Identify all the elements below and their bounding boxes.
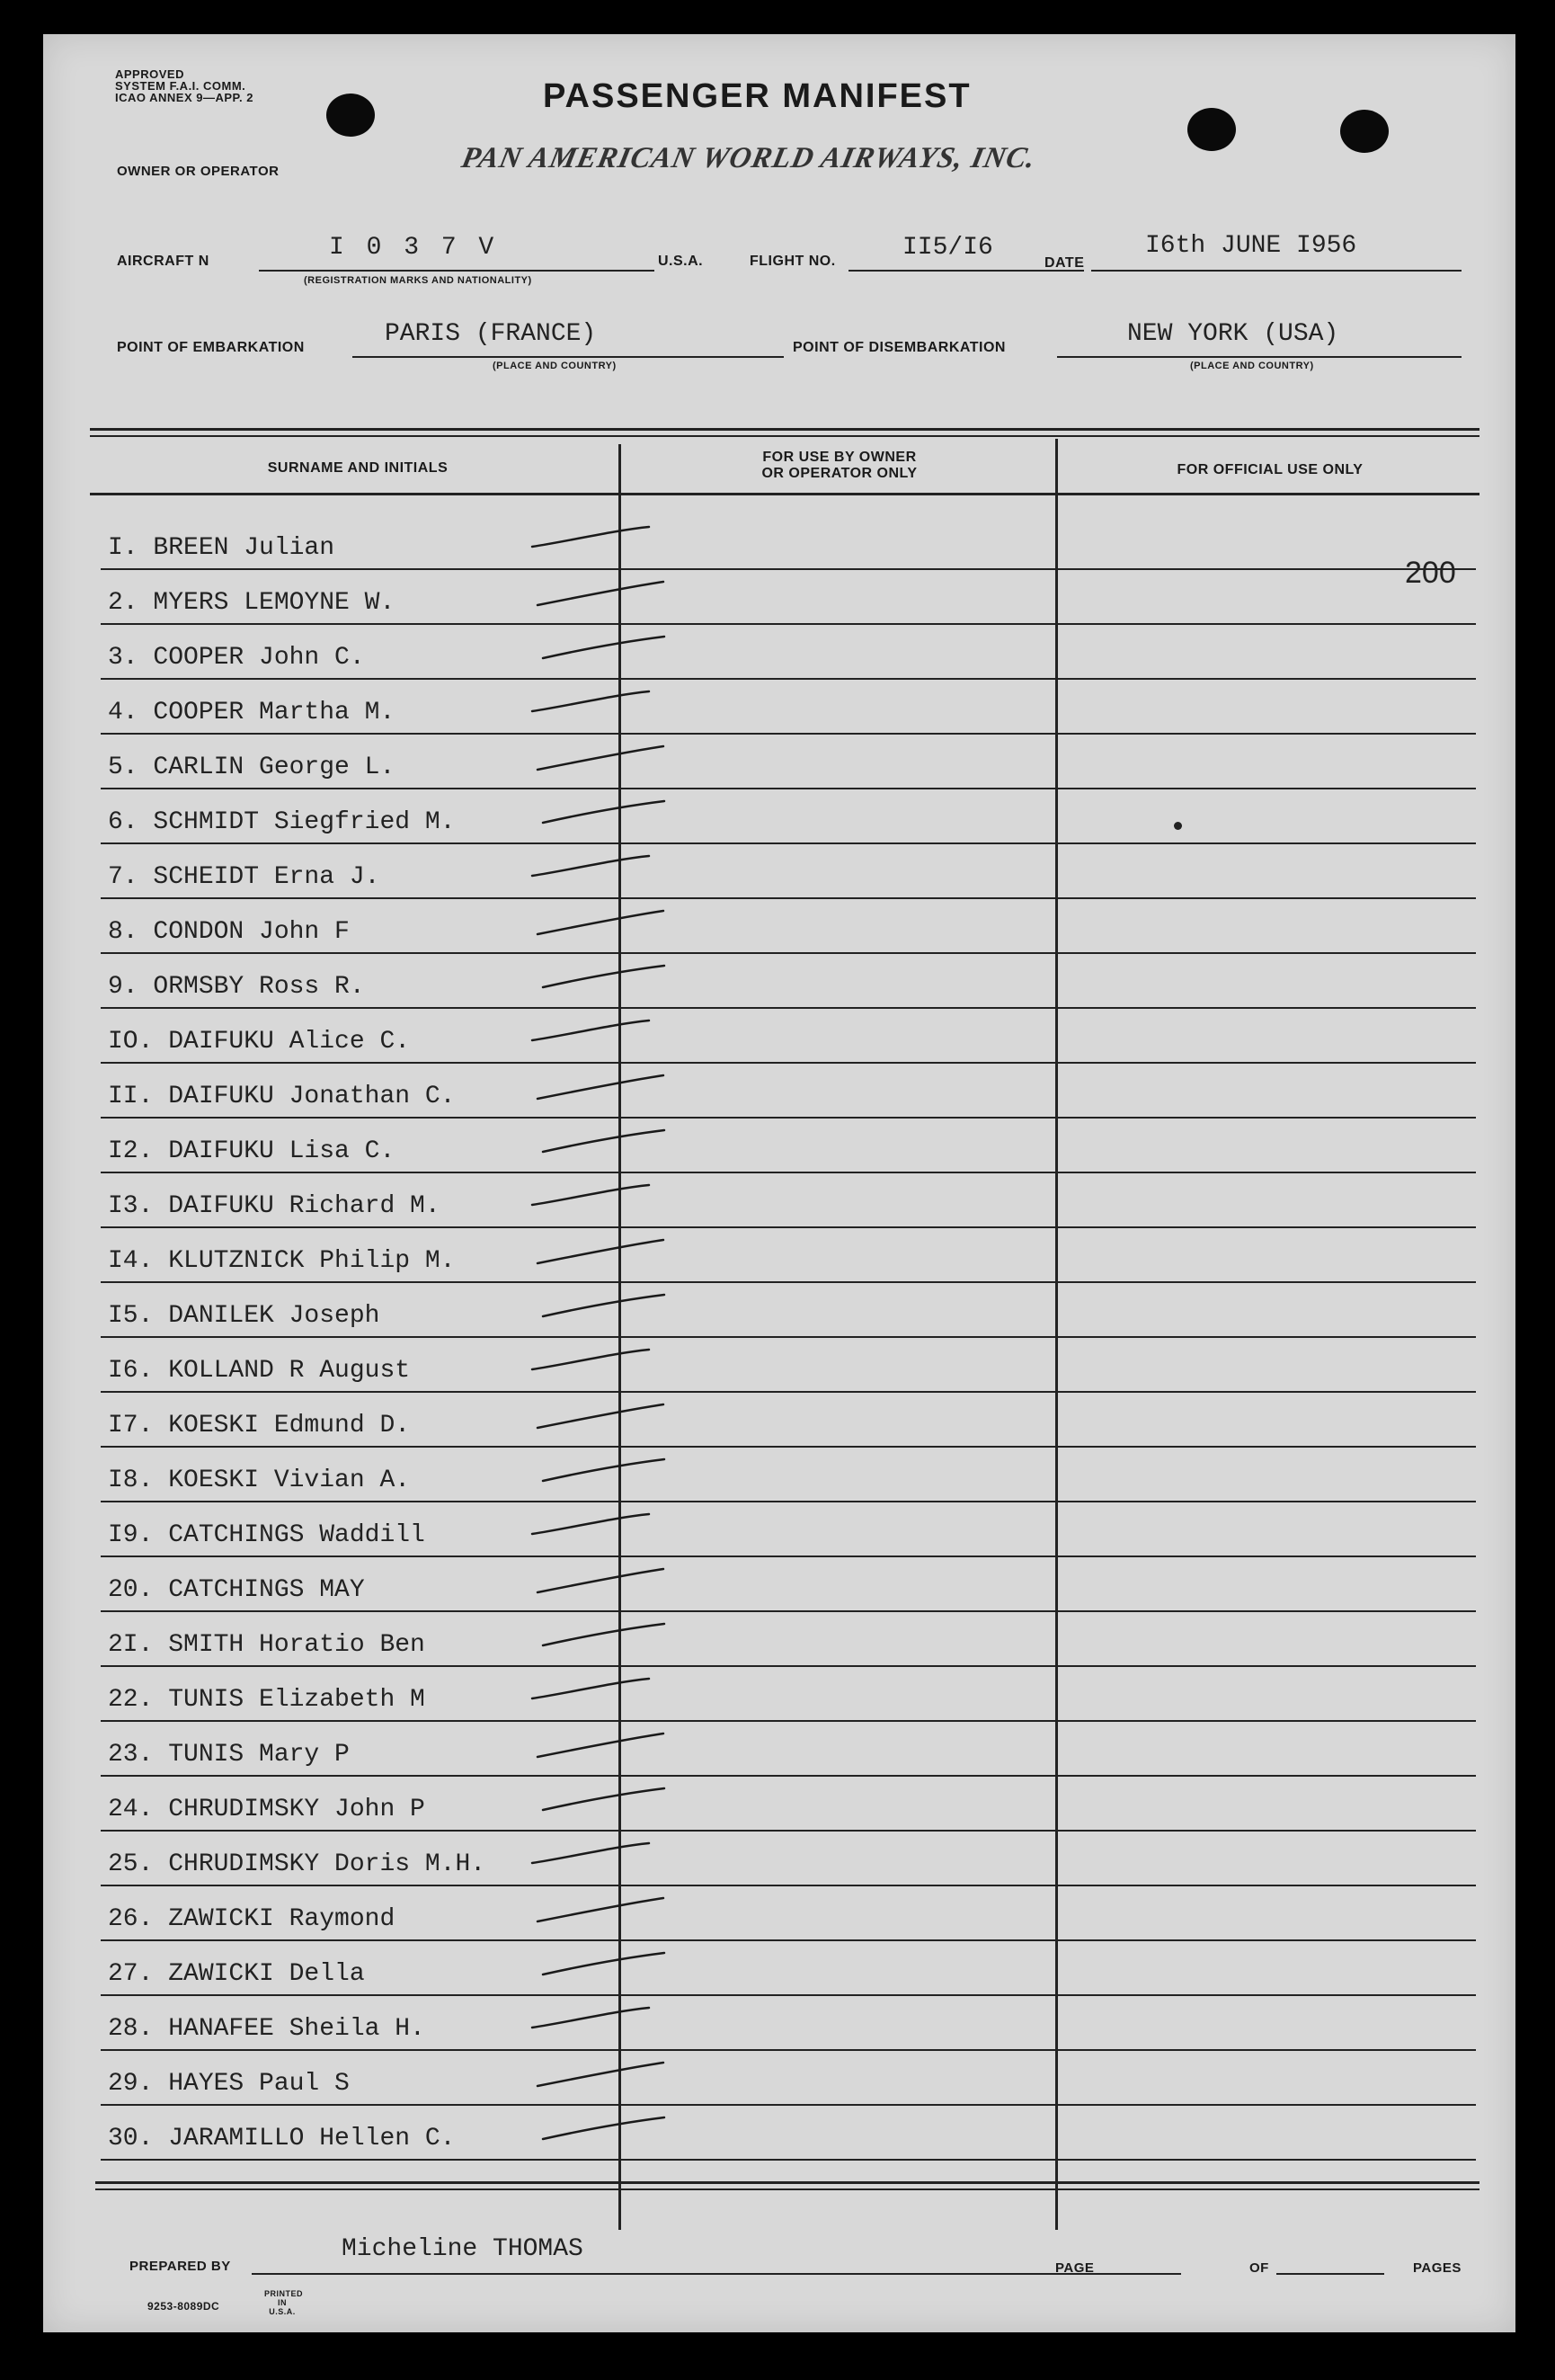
row-rule [101,842,1476,844]
passenger-name: 4. COOPER Martha M. [108,699,395,726]
passenger-name: IO. DAIFUKU Alice C. [108,1028,411,1056]
row-rule [101,1501,1476,1502]
check-mark-icon [529,1507,672,1543]
manifest-sheet [43,34,1515,2332]
row-rule [101,678,1476,680]
check-mark-icon [534,1233,678,1269]
passenger-name: I. BREEN Julian [108,534,335,562]
check-mark-icon [539,1452,683,1488]
disembarkation-subtitle: (PLACE AND COUNTRY) [1190,361,1314,371]
passenger-name: 22. TUNIS Elizabeth M [108,1686,425,1714]
passenger-name: 23. TUNIS Mary P [108,1741,350,1769]
check-mark-icon [534,904,678,940]
usa-label: U.S.A. [658,254,704,269]
row-rule [101,1885,1476,1886]
check-mark-icon [539,2110,683,2146]
passenger-name: I8. KOESKI Vivian A. [108,1466,411,1494]
check-mark-icon [539,1946,683,1982]
punch-hole [326,94,375,137]
check-mark-icon [534,575,678,611]
row-rule [101,1446,1476,1448]
row-rule [101,897,1476,899]
passenger-name: I4. KLUTZNICK Philip M. [108,1247,456,1275]
punch-hole [1187,108,1236,151]
row-rule [101,1939,1476,1941]
row-rule [101,1007,1476,1009]
disembarkation-label: POINT OF DISEMBARKATION [793,340,1006,355]
check-mark-icon [534,1068,678,1104]
check-mark-icon [539,1781,683,1817]
check-mark-icon [529,2001,672,2037]
row-rule [101,1336,1476,1338]
punch-hole [1340,110,1389,153]
check-mark-icon [529,1836,672,1872]
check-mark-icon [529,1178,672,1214]
row-rule [101,623,1476,625]
check-mark-icon [529,684,672,720]
check-mark-icon [529,520,672,556]
passenger-name: I5. DANILEK Joseph [108,1302,380,1330]
passenger-name: I2. DAIFUKU Lisa C. [108,1137,395,1165]
row-rule [101,952,1476,954]
flight-number: II5/I6 [902,234,993,262]
passenger-name: 6. SCHMIDT Siegfried M. [108,808,456,836]
check-mark-icon [539,629,683,665]
row-rule [101,1665,1476,1667]
col-surname: SURNAME AND INITIALS [267,460,449,476]
passenger-name: 8. CONDON John F [108,918,350,946]
airline-name: PAN AMERICAN WORLD AIRWAYS, INC. [458,142,1039,174]
pages-label: PAGES [1413,2260,1462,2276]
official-note: 200 [1405,556,1456,590]
check-mark-icon [539,794,683,830]
owner-label: OWNER OR OPERATOR [117,164,280,179]
form-number: 9253-8089DC [147,2300,220,2313]
row-rule [101,2104,1476,2106]
col-owner-use: FOR USE BY OWNER OR OPERATOR ONLY [761,450,918,481]
aircraft-label: AIRCRAFT N [117,254,209,269]
passenger-name: 3. COOPER John C. [108,644,365,672]
passenger-name: 24. CHRUDIMSKY John P [108,1796,425,1823]
row-rule [101,1775,1476,1777]
check-mark-icon [534,2055,678,2091]
row-rule [101,1117,1476,1119]
aircraft-registration: I 0 3 7 V [329,234,498,262]
check-mark-icon [529,1013,672,1049]
row-rule [101,2159,1476,2161]
page-title: PASSENGER MANIFEST [543,77,972,115]
disembarkation-point: NEW YORK (USA) [1127,320,1339,348]
flight-date: I6th JUNE I956 [1145,232,1357,260]
row-rule [101,568,1476,570]
flight-label: FLIGHT NO. [750,254,836,269]
check-mark-icon [529,849,672,885]
passenger-name: 29. HAYES Paul S [108,2070,350,2098]
check-mark-icon [534,1562,678,1598]
date-label: DATE [1044,255,1085,271]
prepared-by: Micheline THOMAS [342,2235,583,2263]
row-rule [101,1720,1476,1722]
check-mark-icon [534,1397,678,1433]
embarkation-label: POINT OF EMBARKATION [117,340,305,355]
row-rule [101,1062,1476,1064]
row-rule [101,788,1476,789]
column-divider [1055,439,1058,2230]
passenger-name: 28. HANAFEE Sheila H. [108,2015,425,2043]
col-official-use: FOR OFFICIAL USE ONLY [1177,462,1364,477]
of-label: OF [1249,2260,1269,2276]
ink-spot [1174,822,1182,830]
check-mark-icon [529,1342,672,1378]
passenger-name: 26. ZAWICKI Raymond [108,1905,395,1933]
passenger-name: 30. JARAMILLO Hellen C. [108,2125,456,2153]
check-mark-icon [539,1288,683,1324]
row-rule [101,733,1476,735]
prepared-label: PREPARED BY [129,2259,231,2274]
row-rule [101,1994,1476,1996]
passenger-name: I6. KOLLAND R August [108,1357,411,1385]
approved-note: APPROVED SYSTEM F.A.I. COMM. ICAO ANNEX 9—APP. 2 [115,67,253,104]
check-mark-icon [539,1123,683,1159]
passenger-name: 27. ZAWICKI Della [108,1960,365,1988]
passenger-name: II. DAIFUKU Jonathan C. [108,1083,456,1110]
embarkation-subtitle: (PLACE AND COUNTRY) [493,361,617,371]
registration-subtitle: (REGISTRATION MARKS AND NATIONALITY) [304,275,532,286]
embarkation-point: PARIS (FRANCE) [385,320,597,348]
passenger-name: I7. KOESKI Edmund D. [108,1412,411,1440]
check-mark-icon [539,958,683,994]
row-rule [101,1226,1476,1228]
row-rule [101,1555,1476,1557]
check-mark-icon [529,1671,672,1707]
passenger-name: I3. DAIFUKU Richard M. [108,1192,440,1220]
passenger-name: 20. CATCHINGS MAY [108,1576,365,1604]
printed-note: PRINTED IN U.S.A. [264,2289,304,2316]
check-mark-icon [534,1726,678,1762]
passenger-name: 25. CHRUDIMSKY Doris M.H. [108,1850,486,1878]
row-rule [101,1172,1476,1173]
passenger-name: 9. ORMSBY Ross R. [108,973,365,1001]
passenger-name: 2. MYERS LEMOYNE W. [108,589,395,617]
passenger-name: 7. SCHEIDT Erna J. [108,863,380,891]
row-rule [101,1610,1476,1612]
check-mark-icon [539,1617,683,1653]
row-rule [101,1391,1476,1393]
check-mark-icon [534,1891,678,1927]
check-mark-icon [534,739,678,775]
passenger-name: 5. CARLIN George L. [108,753,395,781]
passenger-name: I9. CATCHINGS Waddill [108,1521,425,1549]
row-rule [101,2049,1476,2051]
passenger-name: 2I. SMITH Horatio Ben [108,1631,425,1659]
row-rule [101,1281,1476,1283]
page-label: PAGE [1055,2260,1095,2276]
row-rule [101,1830,1476,1832]
